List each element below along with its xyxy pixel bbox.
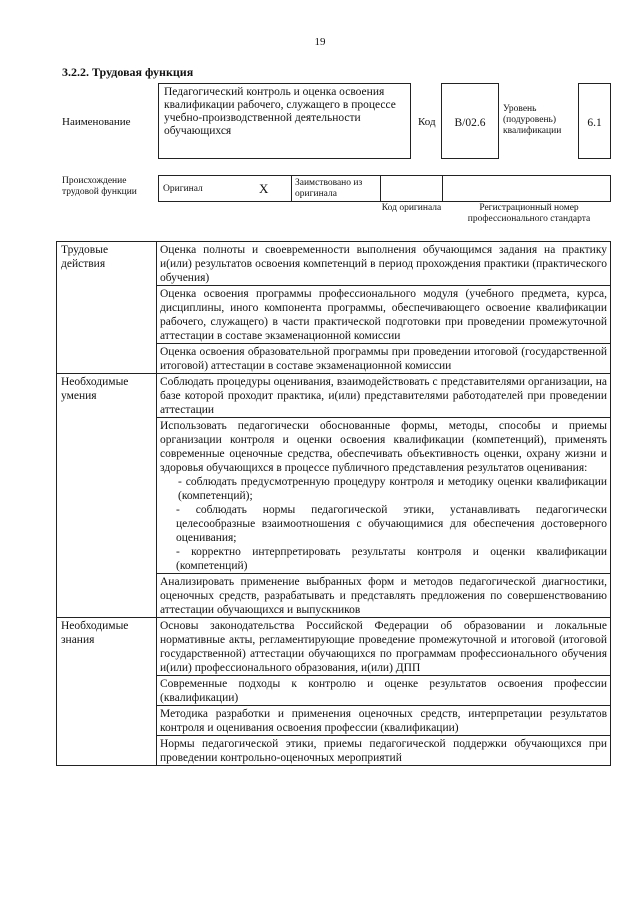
table-cell: Современные подходы к контролю и оценке результатов освоения профессии (квалификации) (157, 676, 611, 706)
section-heading-actions: Трудовые действия (57, 242, 157, 374)
section-title: 3.2.2. Трудовая функция (62, 65, 194, 79)
borrowed-label: Заимствовано из оригинала (295, 178, 363, 199)
table-cell: Методика разработки и применения оценочных средств, интерпретации результатов контроля и оценивания освоения профессии (квалификации) (157, 706, 611, 736)
original-cell (158, 175, 292, 202)
code-original-cell (380, 175, 443, 202)
table-row (57, 242, 611, 286)
code-label: Код (418, 116, 436, 128)
reg-number-cell (442, 175, 611, 202)
table-cell: Нормы педагогической этики, приемы педагогической поддержки обучающихся при проведении контрольно-оценочных мероприятий (157, 736, 611, 766)
skill-subitem: - соблюдать предусмотренную процедуру контроля и методику оценки квалификации (компетенций); (178, 476, 607, 502)
borrowed-cell (291, 175, 381, 202)
name-value: Педагогический контроль и оценка освоения квалификации рабочего, служащего в процессе учебно-производственной деятельности обучающихся (158, 83, 411, 159)
table-cell: Оценка освоения программы профессионального модуля (учебного предмета, курса, дисциплины, иного компонента программы, обеспечивающего освоение квалификации рабочего, служащего) в части практической подготовки при проведении промежуточной аттестации в составе экзаменационной комиссии (157, 286, 611, 344)
reg-number-caption: Регистрационный номер профессионального стандарта (467, 203, 591, 224)
table-cell: Соблюдать процедуры оценивания, взаимодействовать с представителями организации, на базе которой проходит практика, и(или) представителями работодателей при проведении аттестации (157, 374, 611, 418)
original-label: Оригинал (163, 184, 203, 194)
code-value-box (441, 83, 499, 159)
name-label: Наименование (62, 116, 131, 128)
level-value: 6.1 (587, 117, 602, 129)
function-table (56, 241, 611, 766)
table-cell (157, 418, 611, 574)
table-cell: Оценка полноты и своевременности выполнения обучающимся задания на практику и(или) результатов освоения компетенций в период прохождения практики (практического обучения) (157, 242, 611, 286)
section-heading-knowledge: Необходимые знания (57, 618, 157, 766)
skill-subitem: - корректно интерпретировать результаты контроля и оценки квалификации (компетенций) (176, 546, 607, 572)
skill-text: Использовать педагогически обоснованные формы, методы, способы и приемы организации контроля и оценки освоения квалификации (компетенций), применять современные оценочные средства, обеспечивать объективность оценки, охрану жизни и здоровья обучающихся в процессе публичного представления результатов оценивания: (160, 420, 607, 474)
table-cell: Оценка освоения образовательной программы при проведении итоговой (государственной итоговой) аттестации в составе экзаменационной комиссии (157, 344, 611, 374)
original-mark: X (259, 181, 269, 196)
level-value-box (578, 83, 611, 159)
code-original-caption: Код оригинала (381, 203, 442, 213)
table-row (57, 374, 611, 418)
code-value: В/02.6 (454, 117, 486, 129)
table-cell: Анализировать применение выбранных форм и методов педагогической диагностики, оценочных средств, разрабатывать и представлять предложения по совершенствованию аттестации обучающихся и выпускников (157, 574, 611, 618)
table-cell: Основы законодательства Российской Федерации об образовании и локальные нормативные акты, регламентирующие проведение промежуточной и итоговой (итоговой государственной) аттестации обучающихся по программам профессионального обучения и(или) профессионального образования, и(или) ДПП (157, 618, 611, 676)
level-label: Уровень (подуровень) квалификации (503, 104, 562, 136)
skill-subitem: - соблюдать нормы педагогической этики, устанавливать педагогически целесообразные взаимоотношения с обучающимися для обеспечения достоверного оценивания; (176, 504, 607, 544)
section-heading-skills: Необходимые умения (57, 374, 157, 618)
origin-label: Происхождение трудовой функции (62, 176, 137, 197)
page-number: 19 (314, 36, 326, 48)
table-row (57, 618, 611, 676)
